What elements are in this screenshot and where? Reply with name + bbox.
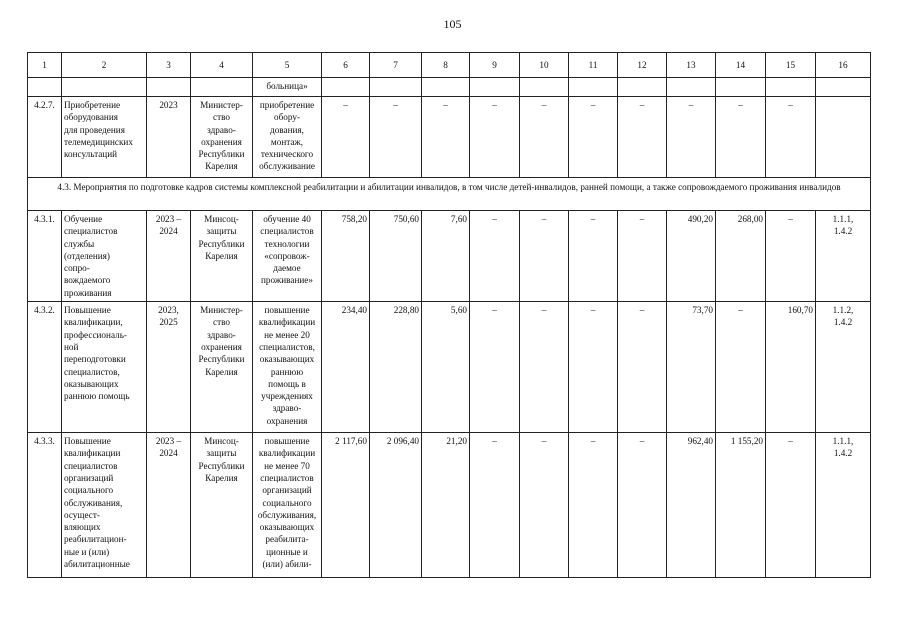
cell-text: – [688,100,694,110]
table-cell [667,302,716,433]
cell-text: – [541,100,547,110]
cell-text: Минсоц- защиты Республики Карелия [198,436,245,483]
cell-text: Повышение квалификации, профессиональ- ной переподготовки специалистов, оказывающих раннюю помощь [64,305,130,402]
cell-text: 2023 – 2024 [155,214,182,237]
cell-text: 73,70 [692,305,713,316]
table-cell [253,97,322,178]
cell-text: 4.3.1. [34,214,55,224]
section-heading: 4.3. Мероприятия по подготовке кадров системы комплексной реабилитации и абилитации инвалидов, в том числе детей-инвалидов, ранней помощи, а также сопровождаемого проживания инвалидов [28,178,871,211]
table-cell [766,433,816,578]
cell-text: 1 155,20 [730,436,763,447]
cell-text: 490,20 [687,214,713,224]
cell-text: – [492,305,497,316]
table-cell [370,211,422,302]
column-header: 11 [569,53,618,78]
table-cell [28,433,62,578]
table-cell [569,97,618,178]
table-cell [322,433,370,578]
table-cell [618,302,667,433]
table-cell [470,211,520,302]
table-row [28,302,871,433]
table-cell [470,302,520,433]
table-cell [322,78,370,97]
cell-text: – [639,436,645,447]
table-cell [470,97,520,178]
table-cell [569,211,618,302]
cell-text: – [541,436,547,447]
cell-text: – [738,100,743,110]
column-header: 10 [520,53,569,78]
cell-text: – [492,436,497,447]
cell-text: повышение квалификации не менее 70 специалистов организаций социального обслуживания, оказывающих реабилита- ционные и (или) абили- [257,436,317,570]
table-cell [28,302,62,433]
table-cell [422,78,470,97]
column-header: 6 [322,53,370,78]
cell-text: 758,20 [341,214,367,224]
table-cell [422,302,470,433]
cell-text: Повышение квалификации специалистов организаций социального обслуживания, осущест- вляющих реабилитацион- ные и (или) абилитационные [64,436,130,570]
cell-text: 2023 [159,100,178,110]
cell-text: повышение квалификации не менее 20 специалистов, оказывающих раннюю помощь в учреждениях здраво- охранения [258,305,316,426]
cell-text: 1.1.2, 1.4.2 [832,305,854,328]
table-cell [816,97,871,178]
cell-text: 268,00 [737,214,763,224]
cell-text: – [590,305,596,316]
table-cell [147,211,191,302]
cell-text: – [639,305,645,316]
cell-text: – [788,436,793,447]
table-cell [370,97,422,178]
table-cell [667,97,716,178]
table-cell [520,433,569,578]
table-cell [253,78,322,97]
table-cell [370,433,422,578]
table-cell [191,97,253,178]
column-header: 12 [618,53,667,78]
table-row [28,97,871,178]
table-cell [716,302,766,433]
table-cell [618,78,667,97]
table-cell [28,211,62,302]
table-cell [766,78,816,97]
table-cell [191,302,253,433]
table-cell [667,433,716,578]
table-cell [422,97,470,178]
cell-text: 2023 – 2024 [155,436,182,459]
table-cell [716,78,766,97]
cell-text: 7,60 [450,214,467,224]
table-cell [28,97,62,178]
table-cell [520,78,569,97]
cell-text: – [541,305,547,316]
table-cell [322,211,370,302]
table-cell [470,433,520,578]
column-header: 16 [816,53,871,78]
cell-text: Министер- ство здраво- охранения Республики Карелия [198,100,245,172]
cell-text: 234,40 [341,305,367,316]
table-cell [716,211,766,302]
table-row [28,211,871,302]
table-cell [667,78,716,97]
cell-text: Приобретение оборудования для проведения телемедицинских консультаций [64,100,133,160]
table-cell [62,433,147,578]
column-header: 7 [370,53,422,78]
page-number: 105 [443,17,462,31]
column-header: 4 [191,53,253,78]
table-cell [253,302,322,433]
table-row [28,78,871,97]
column-header: 9 [470,53,520,78]
table-cell [618,97,667,178]
table-cell [147,97,191,178]
cell-text: – [788,100,793,110]
cell-text: больница» [266,81,308,91]
section-row [28,178,871,211]
table-cell [470,78,520,97]
table-cell [370,78,422,97]
table-cell [816,433,871,578]
cell-text: 962,40 [687,436,713,447]
cell-text: Минсоц- защиты Республики Карелия [198,214,245,261]
column-header: 15 [766,53,816,78]
cell-text: – [492,100,497,110]
cell-text: 4.3.2. [34,305,55,316]
table-cell [422,433,470,578]
table-cell [667,211,716,302]
cell-text: обучение 40 специалистов технологии «сопровож- даемое проживание» [260,214,314,286]
table-cell [816,302,871,433]
table-cell [147,433,191,578]
cell-text: 4.2.7. [34,100,55,110]
table-cell [569,433,618,578]
cell-text: 228,80 [393,305,419,316]
table-cell [322,97,370,178]
table-cell [62,211,147,302]
table-cell [816,211,871,302]
table-cell [147,302,191,433]
column-header: 5 [253,53,322,78]
cell-text: Министер- ство здраво- охранения Республики Карелия [198,305,245,377]
table-cell [766,302,816,433]
cell-text: – [738,305,743,316]
cell-text: – [590,214,596,224]
cell-text: – [590,100,596,110]
document-table [27,52,871,578]
table-cell [62,302,147,433]
table-cell [191,211,253,302]
cell-text: 2 117,60 [335,436,367,447]
cell-text: – [393,100,398,110]
table-cell [766,211,816,302]
table-cell [322,302,370,433]
table-cell [62,78,147,97]
column-header: 1 [28,53,62,78]
table-cell [569,302,618,433]
table-cell [816,78,871,97]
cell-text: 4.3.3. [34,436,55,447]
cell-text: 1.1.1, 1.4.2 [832,214,854,237]
cell-text: – [788,214,793,224]
cell-text: приобретение обору- дования, монтаж, технического обслуживание [259,100,315,172]
table-cell [618,211,667,302]
cell-text: 21,20 [446,436,467,447]
table-row [28,433,871,578]
table-cell [716,97,766,178]
table-cell [618,433,667,578]
table-cell [191,433,253,578]
table-cell [520,97,569,178]
cell-text: – [541,214,547,224]
cell-text: – [443,100,448,110]
table-cell [766,97,816,178]
table-cell [28,78,62,97]
cell-text: – [492,214,497,224]
cell-text: 160,70 [787,305,813,316]
column-header: 3 [147,53,191,78]
column-header: 2 [62,53,147,78]
table-header-row [28,53,871,78]
table-cell [370,302,422,433]
table-cell [716,433,766,578]
column-header: 14 [716,53,766,78]
table-cell [253,211,322,302]
table-cell [569,78,618,97]
column-header: 13 [667,53,716,78]
table-cell [253,433,322,578]
cell-text: 2 096,40 [386,436,419,447]
cell-text: Обучение специалистов службы (отделения) сопро- вождаемого проживания [64,214,118,298]
cell-text: 2023, 2025 [158,305,179,328]
table-cell [422,211,470,302]
cell-text: 5,60 [450,305,467,316]
column-header: 8 [422,53,470,78]
cell-text: 750,60 [393,214,419,224]
table-cell [520,302,569,433]
cell-text: 1.1.1, 1.4.2 [832,436,854,459]
cell-text: – [343,100,348,110]
cell-text: – [639,100,645,110]
table-cell [191,78,253,97]
table-cell [520,211,569,302]
table-cell [147,78,191,97]
cell-text: – [590,436,596,447]
cell-text: – [639,214,645,224]
table-cell [62,97,147,178]
